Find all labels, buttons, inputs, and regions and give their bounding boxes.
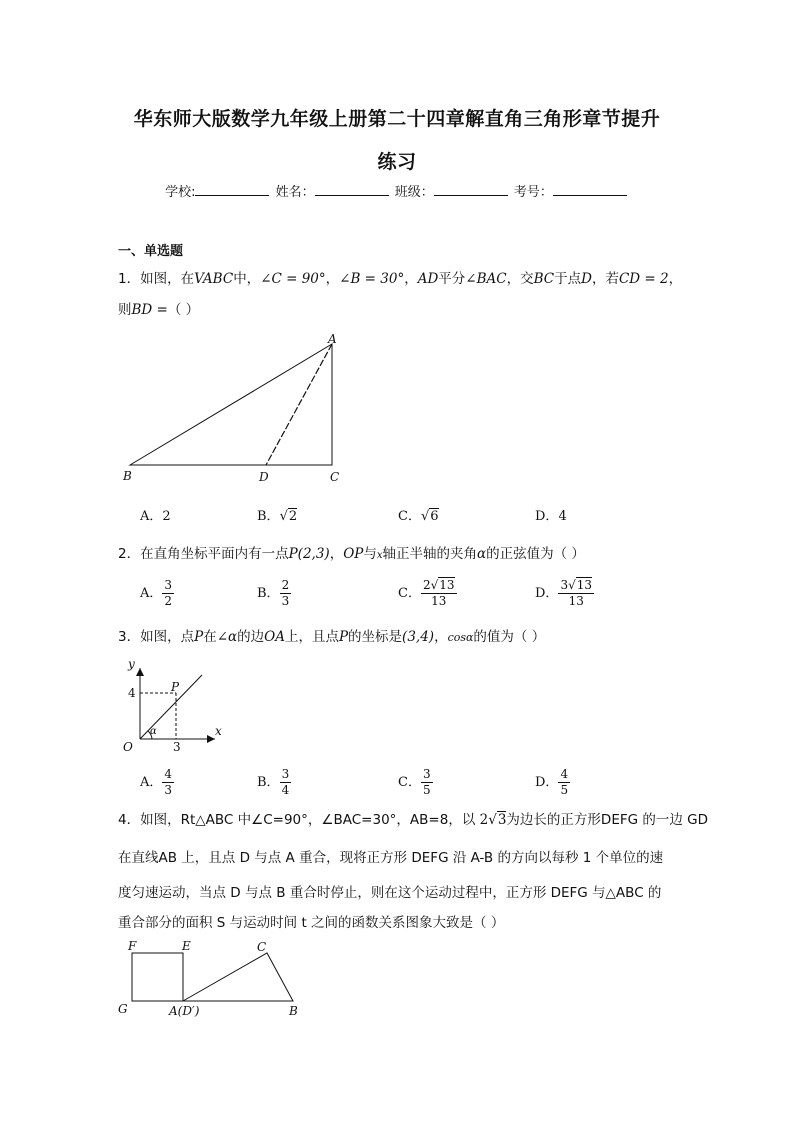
question-4-line-4: 重合部分的面积 S 与运动时间 t 之间的函数关系图象大致是（ ） <box>118 915 505 931</box>
tick-3-label: 3 <box>173 740 181 754</box>
question-3-text: 3．如图，点P在∠α的边OA上，且点P的坐标是(3,4)，cosα的值为（ ） <box>118 629 546 645</box>
school-label: 学校: <box>165 185 196 200</box>
student-info-line <box>0 181 794 200</box>
q1-option-c[interactable]: C．√6 <box>398 509 439 524</box>
page-title-continued: 练习 <box>377 151 417 173</box>
question-1-line-1: 1．如图，在VABC中，∠C = 90°，∠B = 30°，AD平分∠BAC，交BC于点D，若CD = 2， <box>118 271 683 287</box>
question-1-line-2: 则BD =（ ） <box>118 302 200 318</box>
q4-square-triangle-figure <box>115 937 325 1023</box>
q2-option-a[interactable]: A． $\frac{3}{2}$ <box>140 578 173 608</box>
q1-option-d[interactable]: D．4 <box>535 509 567 524</box>
q3-option-b[interactable]: B． $\frac{3}{4}$ <box>257 767 290 797</box>
vertex-b-label: B <box>123 469 132 483</box>
q3-option-d[interactable]: D． $\frac{4}{5}$ <box>535 767 569 797</box>
angle-bisector-ad <box>266 344 332 465</box>
point-f-label: F <box>128 939 137 953</box>
point-g-label: G <box>118 1002 128 1016</box>
origin-label: O <box>123 740 133 754</box>
q1-option-b[interactable]: B．√2 <box>257 509 298 524</box>
point-b-label: B <box>289 1004 298 1018</box>
y-axis-arrow <box>136 668 144 676</box>
x-axis-label: x <box>215 724 222 738</box>
exam-number-label: 考号： <box>513 185 553 200</box>
point-e-label: E <box>182 939 191 953</box>
square-defg <box>132 953 183 1001</box>
triangle-abc <box>183 953 293 1001</box>
vertex-a-label: A <box>328 332 337 346</box>
question-2-text: 2．在直角坐标平面内有一点P(2,3)，OP与x轴正半轴的夹角α的正弦值为（ ） <box>118 546 585 562</box>
class-label: 班级： <box>394 185 434 200</box>
q1-triangle-figure <box>115 330 355 490</box>
q1-option-a[interactable]: A．2 <box>140 509 171 524</box>
q3-option-a[interactable]: A． $\frac{4}{3}$ <box>140 767 173 797</box>
y-axis-label: y <box>128 657 135 671</box>
section-title: 一、单选题 <box>118 244 184 259</box>
q2-option-b[interactable]: B． $\frac{2}{3}$ <box>257 578 290 608</box>
page-title: 华东师大版数学九年级上册第二十四章解直角三角形章节提升 <box>133 108 661 130</box>
tick-4-label: 4 <box>128 686 136 700</box>
x-axis-arrow <box>207 735 215 743</box>
school-field[interactable] <box>195 183 269 196</box>
name-field[interactable] <box>315 183 389 196</box>
q3-option-c[interactable]: C． $\frac{3}{5}$ <box>398 767 431 797</box>
vertex-c-label: C <box>330 470 340 484</box>
class-field[interactable] <box>434 183 508 196</box>
alpha-label: α <box>150 726 157 737</box>
triangle-abc <box>130 344 332 465</box>
exam-number-field[interactable] <box>553 183 627 196</box>
point-d-label: D <box>259 470 269 484</box>
q2-option-c[interactable]: C． $\frac{2√13}{13}$ <box>398 578 455 608</box>
q3-coordinate-figure <box>118 655 228 755</box>
point-a-d-label: A(D′) <box>169 1004 200 1018</box>
question-4-line-3: 度匀速运动，当点 D 与点 B 重合时停止，则在这个运动过程中，正方形 DEFG 与△ABC 的 <box>118 885 662 901</box>
question-4-line-1: 4．如图，Rt△ABC 中∠C=90°，∠BAC=30°，AB=8，以 2√3为边长的正方形DEFG 的一边 GD <box>118 812 709 828</box>
point-p-label: P <box>171 680 180 694</box>
q2-option-d[interactable]: D． $\frac{3√13}{13}$ <box>535 578 593 608</box>
point-c-label: C <box>257 940 267 954</box>
question-4-line-2: 在直线AB 上，且点 D 与点 A 重合，现将正方形 DEFG 沿 A-B 的方向以每秒 1 个单位的速 <box>118 850 664 866</box>
name-label: 姓名： <box>275 185 315 200</box>
